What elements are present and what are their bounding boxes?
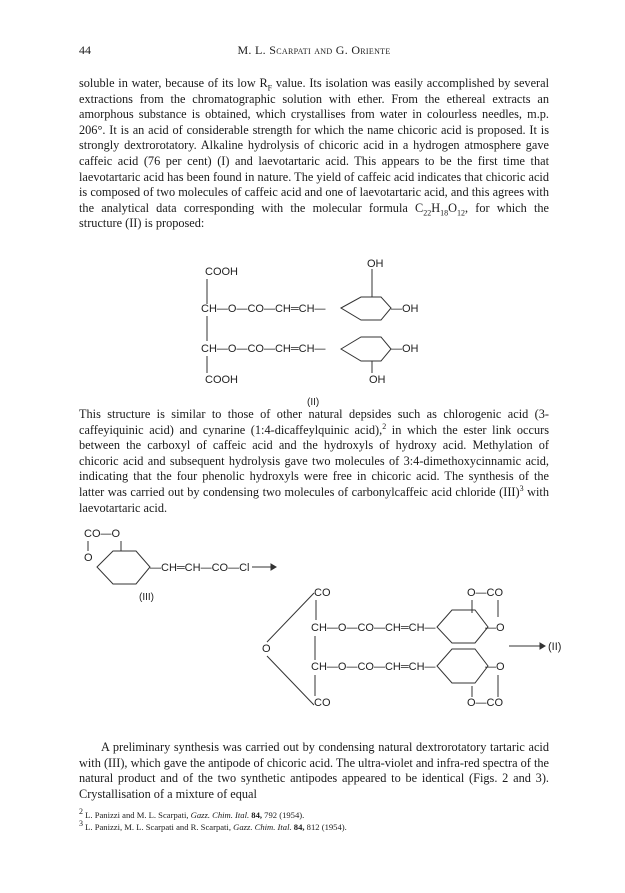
cooh-top: COOH [205,266,238,278]
chain-upper: CH—O—CO—CH═CH— [201,303,326,315]
o-co-bottom: O—CO [467,697,504,709]
reaction-scheme [262,587,561,709]
paragraph-3: A preliminary synthesis was carried out by condensing natural dextrorotatory tartaric acid with (III), which gave the antipode of chicoric acid. The ultra-violet and infra-red spectra of the natural product and of the two synthetic antipodes appeared to be identical (Figs. 2 and 3). Crystallisation of a mixture of equal [79,740,549,801]
co-bottom: CO [314,697,331,709]
benzene-ring-lower [341,337,391,361]
running-title: M. L. Scarpati and G. Oriente [237,43,391,57]
oh-lower: OH [369,374,386,386]
benzene-ring-upper [341,297,391,320]
o-label: O [84,552,93,564]
page-number: 44 [79,43,91,57]
chain-lower: CH—O—CO—CH═CH— [201,343,326,355]
ring-o-lower: —O [485,661,505,673]
benzene-ring-scheme-lower [437,649,488,683]
benzene-ring-scheme-upper [437,610,488,643]
paragraph-1: soluble in water, because of its low $R_F$ value. Its isolation was easily accomplished by several extractions from the chromatographic solution with ether. From the ethereal extracts an amorphous substance is obtained, which crystallises from water in colourless needles, m.p. 206°. It is an acid of considerable strength for which the name chicoric acid is proposed. It is strongly dextrorotatory. Alkaline hydrolysis of chicoric acid in a hydrogen atmosphere gave caffeic acid (76 per cent) (I) and laevotartaric acid. This appears to be the first time that laevotartaric acid has been found in nature. The yield of caffeic acid indicates that chicoric acid is composed of two molecules of caffeic acid and one of laevotartaric acid, and this agrees with the analytical data corresponding with the molecular formula $C_{22}H_{18}O_{12}$, for which the structure (II) is proposed: [79,76,549,231]
footnote-3: $^3$ L. Panizzi, M. L. Scarpati and R. Scarpati, Gazz. Chim. Ital. 84, 812 (1954). [79,819,347,832]
benzene-ring-iii [97,551,150,584]
cooh-bottom: COOH [205,374,238,386]
structure-ii [201,258,419,408]
co-top: CO [314,587,331,599]
oh-ring-upper: —OH [391,303,419,315]
ring-o-upper: —O [485,622,505,634]
paragraph-2: This structure is similar to those of other natural depsides such as chlorogenic acid (3-caffeyiquinic acid) and cynarine (1:4-dicaffeylquinic acid),$^2$ in which the ester link occurs between the carboxyl of caffeic acid and the hydroxyls of hydroxy acid. Methylation of chicoric acid and subsequent hydrolysis gave two molecules of 3:4-dimethoxycinnamic acid, indicating that the four phenolic hydroxyls were free in chicoric acid. The synthesis of the latter was carried out by condensing two molecules of carbonylcaffeic acid chloride (III)$^3$ with laevotartaric acid. [79,407,549,515]
structure-ii-label: (II) [307,397,320,408]
product-label: (II) [548,641,562,653]
oh-ring-lower: —OH [391,343,419,355]
o-co-top: O—CO [467,587,504,599]
oh-upper: OH [367,258,384,270]
co-o-label: CO—O [84,528,121,540]
footnote-2: $^2$ L. Panizzi and M. L. Scarpati, Gazz. Chim. Ital. 84, 792 (1954). [79,807,305,820]
o-bridge: O [262,643,271,655]
structure-iii [84,528,276,603]
chain-lower-scheme: CH—O—CO—CH═CH— [311,661,436,673]
structure-iii-label: (III) [139,592,154,603]
chain-upper-scheme: CH—O—CO—CH═CH— [311,622,436,634]
acid-chloride-chain: —CH═CH—CO—Cl [150,562,250,574]
